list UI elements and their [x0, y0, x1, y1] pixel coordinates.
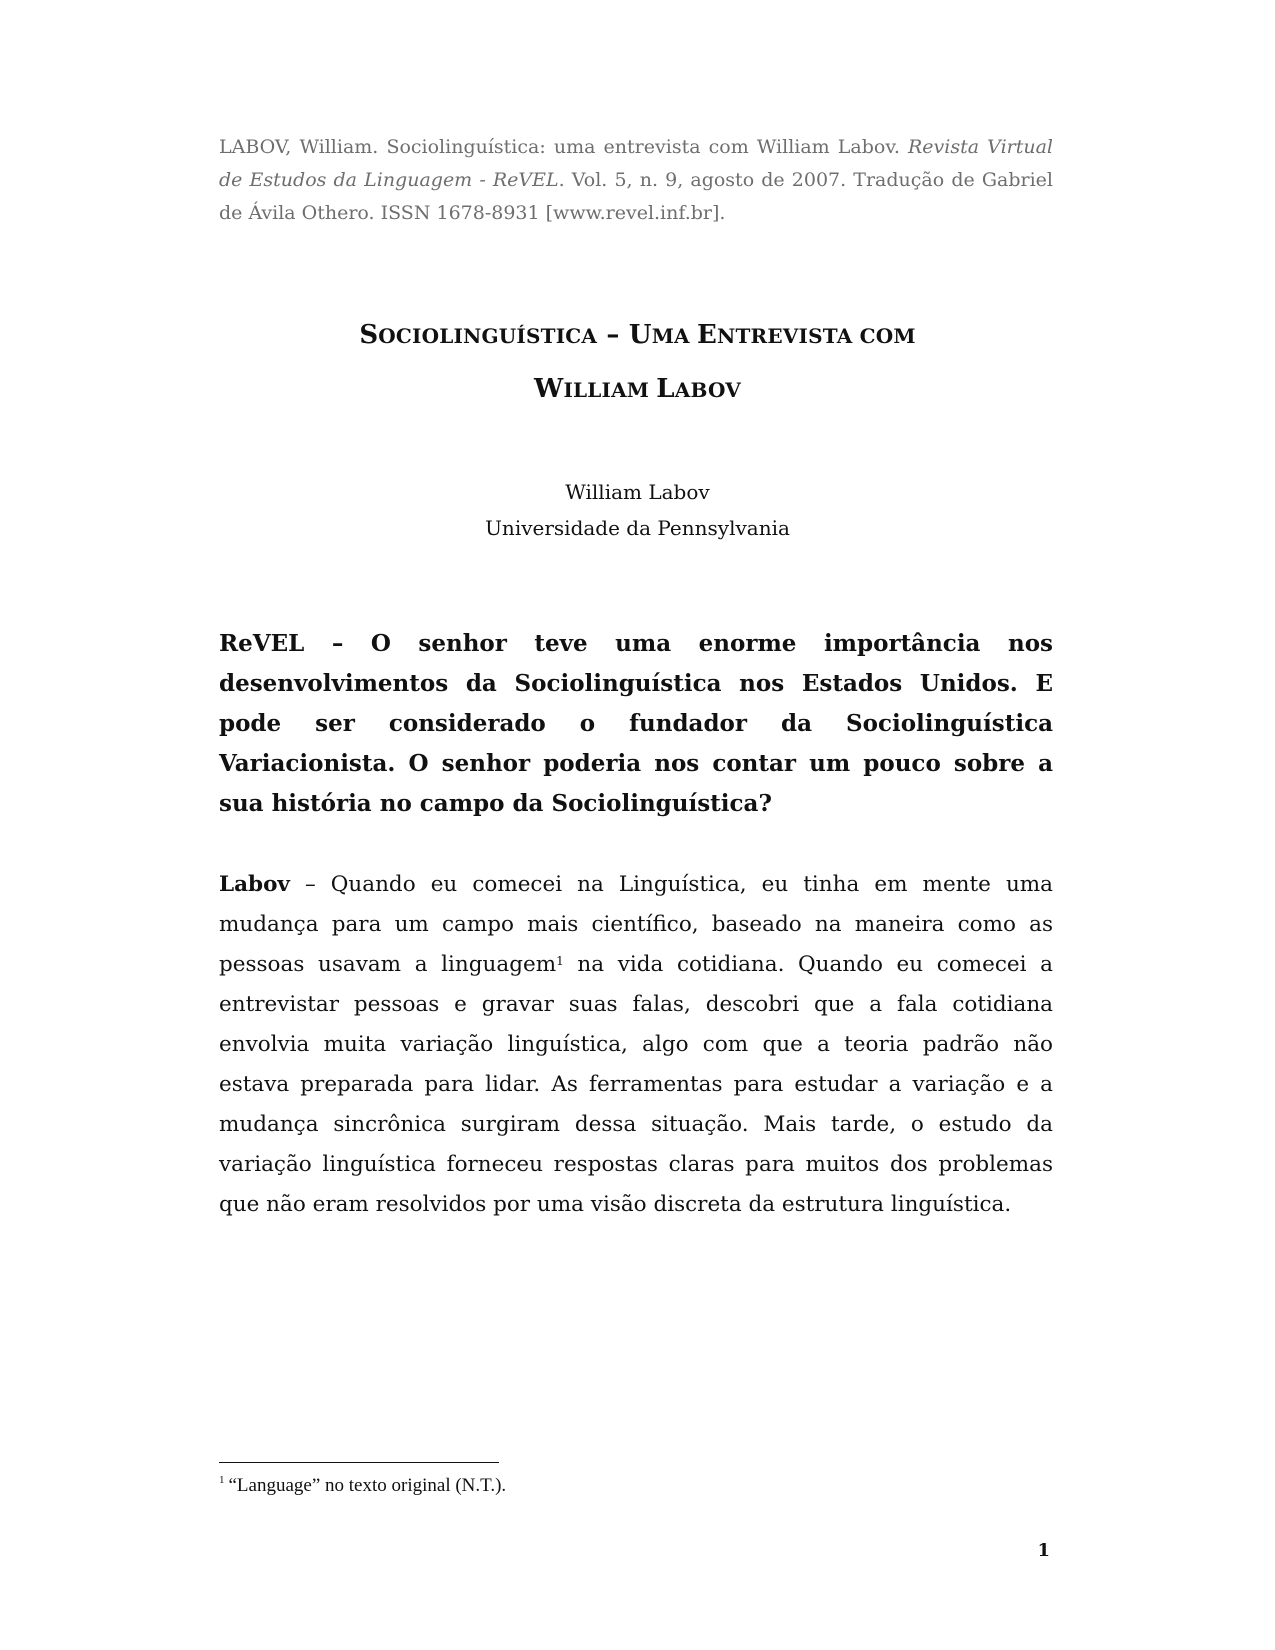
title-initial: U: [628, 320, 652, 350]
title-initial: L: [656, 374, 675, 404]
footnote-separator: [219, 1462, 499, 1463]
answer-speaker: Labov: [219, 872, 290, 897]
footnote-marker: 1: [219, 1474, 225, 1486]
footnote-reference: 1: [556, 954, 564, 968]
journal-name: Revista Virtual de Estudos da Linguagem - ReVEL: [219, 136, 1054, 191]
title-word: MA: [651, 324, 697, 348]
interview-question: ReVEL – O senhor teve uma enorme importância nos desenvolvimentos da Sociolinguística nos Estados Unidos. E pode ser considerado o fundador da Sociolinguística Variacionista. O senhor poderia nos contar um pouco sobre a sua história no campo da Sociolinguística?: [219, 630, 1053, 817]
title-initial: W: [534, 374, 564, 404]
page-number: 1: [1037, 1540, 1050, 1561]
title-word: OCIOLINGUÍSTICA: [378, 324, 598, 348]
author-block: [150, 474, 1125, 546]
author-name: William Labov: [565, 480, 710, 504]
citation-details: . Vol. 5, n. 9, agosto de 2007. Tradução de Gabriel de Ávila Othero. ISSN 1678-8931 [www.revel.inf.br].: [219, 169, 1054, 224]
title-dash: –: [597, 320, 629, 350]
title-word: ILLIAM: [563, 378, 657, 402]
article-title-line-1: [150, 320, 1125, 350]
article-title-line-2: [150, 374, 1125, 404]
title-word: ABOV: [674, 378, 741, 402]
title-initial: E: [696, 320, 717, 350]
title-word: NTREVISTA COM: [716, 324, 916, 348]
footnote-text: “Language” no texto original (N.T.).: [228, 1475, 507, 1496]
citation-header: [219, 131, 1053, 230]
footnote: [219, 1474, 506, 1498]
interview-answer: [219, 865, 1053, 1225]
author-affiliation: Universidade da Pennsylvania: [485, 516, 790, 540]
title-initial: S: [359, 320, 379, 350]
answer-text: – Quando eu comecei na Linguística, eu tinha em mente uma mudança para um campo mais científico, baseado na maneira como as pessoas usavam a linguagem: [219, 872, 1053, 977]
citation-text: LABOV, William. Sociolinguística: uma entrevista com William Labov.: [219, 136, 908, 158]
answer-text-continued: na vida cotidiana. Quando eu comecei a entrevistar pessoas e gravar suas falas, descobri que a fala cotidiana envolvia muita variação linguística, algo com que a teoria padrão não estava preparada para lidar. As ferramentas para estudar a variação e a mudança sincrônica surgiram dessa situação. Mais tarde, o estudo da variação linguística forneceu respostas claras para muitos dos problemas que não eram resolvidos por uma visão discreta da estrutura linguística.: [219, 952, 1053, 1217]
